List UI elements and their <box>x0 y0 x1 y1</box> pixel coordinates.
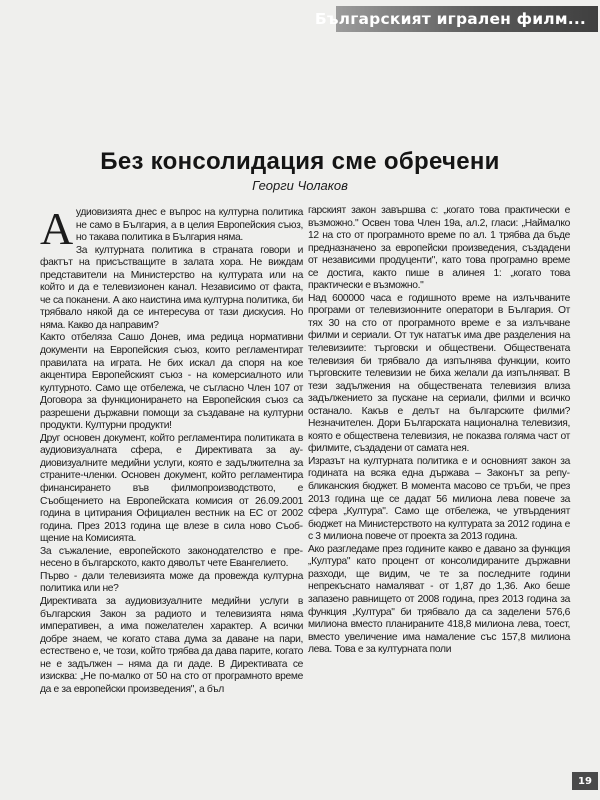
drop-cap: А <box>40 203 73 254</box>
paragraph-text: удиовизията днес е въпрос на културна политика не само в България, а в целия Европейския съюз, но такава политика в България няма. <box>75 207 303 244</box>
paragraph: Както отбеляза Сашо Донев, има редица нормативни документи на Европейския съюз, които регламентират правилата на играта. Не бих искал да споря на кое акцентира Европейският съюз - на комерсиалното или културното. Само ще отбележа, че съгласно Член 107 от Договора за функционирането на Европейския съюз са разрешени държавни помощи за създаване на културни продукти. Културни продукти! <box>40 332 303 432</box>
paragraph: Друг основен документ, който регламентира политиката в аудиовизуалната сфера, е Директивата за аудиовизуалните медийни услуги, която е задължителна за страните-членки. Основен документ, който регламентира финансирането във филмопроизводството, е Съобщението на Европейската комисия от 26.09.2001 година в цитирания Официален вестник на ЕС от 2002 година. През 2013 година ще влезе в сила ново Съобщение на Комисията. <box>40 432 303 545</box>
paragraph: Над 600000 часа е годишното време на излъчваните програми от телевизионните оператори в България. От тях 30 на сто от програмното време е за излъчване филми и сериали. От тук нататък има две разделения на телевизиите: търговски и обществени. Обществената телевизия би трябвало да изпълнява функции, които търговските телевизии не биха желали да изпълняват. В тези задължения на обществената телевизия влиза задължението за пускане на сериали, филми и всичко останало. Какъв е делът на българските филми? Незначителен. Дори Българската национална телевизия, която е обществена телевизия, не показва голяма част от филмите, създадени от самата нея. <box>308 292 570 455</box>
section-header-bar <box>314 6 598 32</box>
article-column-right <box>308 205 570 657</box>
paragraph: Директивата за аудиовизуалните медийни услуги в българския Закон за радиото и телевизията няма императивен, а има пожелателен характер. А всички добре знаем, че когато става дума за даване на пари, естествено е, че този, който трябва да дава парите, когато не е задължен – няма да ги даде. В Директивата се изисква: „Не по-малко от 50 на сто от програмното време да е за европейски произведения", а бъл <box>40 595 303 695</box>
paragraph: Изразът на културната политика е и основният закон за годината на всяка една държава – Законът за републиканския бюджет. В момента масово се тръби, че през 2013 година ще се дадат 56 милиона лева повече за сфера „Култура". Само ще отбележа, че утвърденият бюджет на Министерството на културата за 2012 година е с 3 милиона повече от проекта за 2013 година. <box>308 455 570 543</box>
paragraph: гарският закон завършва с: „когато това практически е възможно." Освен това Член 19а, ал.2, гласи: „Наймалко 12 на сто от програмното време по ал. 1 трябва да бъде предназначено за европейски произведения, създадени от независими продуценти", като това програмно време се достига, както пише в алинея 1: „когато това практически е възможно." <box>308 205 570 292</box>
paragraph: За съжаление, европейското законодателство е пренесено в българското, както дяволът чете Евангелието. <box>40 545 303 570</box>
article-column-left <box>40 203 303 696</box>
paragraph: За културната политика в страната говори и фактът на присъстващите в залата хора. Не виждам представители на Министерство на културата или на който и да е телевизионен канал. Независимо от факта, че са поканени. А ако наистина има културна политика, би трябвало някой да се интересува от тази дискусия. Но няма. Какво да направим? <box>40 244 303 331</box>
paragraph <box>40 203 303 254</box>
page-number: 19 <box>572 772 598 790</box>
article-author: Георги Чолаков <box>252 178 348 193</box>
paragraph: Първо - дали телевизията може да провежда културна политика или не? <box>40 570 303 595</box>
paragraph: Ако разгледаме през годините какво е давано за функция „Култура" като процент от консолидираните държавни разходи, ще видим, че те за последните години непрекъснато намаляват - от 1,87 до 1,36. Ако беше запазено равнището от 2008 година, през 2013 година за функция „Култура" би трябвало да са заделени 576,6 милиона вместо планираните 418,8 милиона лева, тоест, вместо увеличение има намаление със 157,8 милиона лева. Това е за културната поли <box>308 543 570 656</box>
section-title: Българският игрален филм... <box>314 10 586 28</box>
article-title: Без консолидация сме обречени <box>100 148 500 175</box>
